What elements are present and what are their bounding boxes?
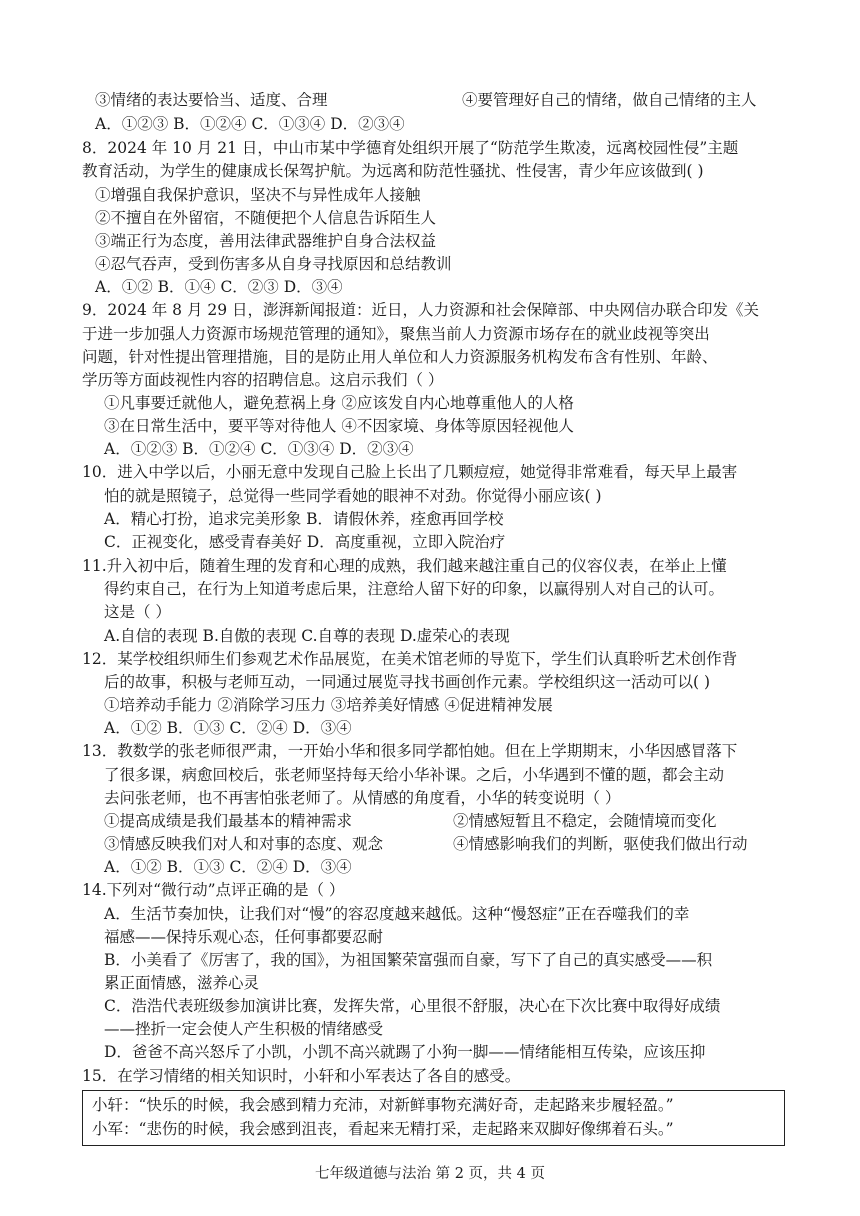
q12-stem-line-1: 12．某学校组织师生们参观艺术作品展览，在美术馆老师的导览下，学生们认真聆听艺术创作背 bbox=[82, 650, 738, 668]
q13-option-1: ①提高成绩是我们最基本的精神需求 bbox=[104, 812, 353, 830]
q10-stem-line-1: 10．进入中学以后，小丽无意中发现自己脸上长出了几颗痘痘，她觉得非常难看，每天早上最害 bbox=[82, 463, 738, 481]
q8-option-1: ①增强自我保护意识，坚决不与异性成年人接触 bbox=[95, 186, 421, 204]
q9-options-1-2: ①凡事要迁就他人，避免惹祸上身 ②应该发自内心地尊重他人的人格 bbox=[104, 394, 574, 412]
q8-stem-line-1: 8．2024 年 10 月 21 日，中山市某中学德育处组织开展了“防范学生欺凌，远离校园性侵”主题 bbox=[82, 139, 739, 157]
q15-quote-xiaoxuan: 小轩：“快乐的时候，我会感到精力充沛，对新鲜事物充满好奇，走起路来步履轻盈。” bbox=[92, 1096, 674, 1114]
q8-stem-line-2: 教育活动，为学生的健康成长保驾护航。为远离和防范性骚扰、性侵害，青少年应该做到( ) bbox=[82, 162, 704, 180]
q14-option-b-line-2: 累正面情感，滋养心灵 bbox=[104, 974, 260, 992]
q13-stem-line-3: 去问张老师，也不再害怕张老师了。从情感的角度看，小华的转变说明（ ） bbox=[104, 789, 621, 807]
q14-option-b-line-1: B．小美看了《厉害了，我的国》，为祖国繁荣富强而自豪，写下了自己的真实感受——积 bbox=[104, 951, 713, 969]
q8-option-4: ④忍气吞声，受到伤害多从自身寻找原因和总结教训 bbox=[95, 255, 452, 273]
q8-option-2: ②不擅自在外留宿，不随便把个人信息告诉陌生人 bbox=[95, 209, 437, 227]
q9-stem-line-2: 于进一步加强人力资源市场规范管理的通知》，聚焦当前人力资源市场存在的就业歧视等突出 bbox=[82, 325, 710, 343]
q12-options: ①培养动手能力 ②消除学习压力 ③培养美好情感 ④促进精神发展 bbox=[104, 696, 553, 714]
q9-choices: A．①②③ B．①②④ C．①③④ D．②③④ bbox=[104, 440, 414, 458]
q13-option-4: ④情感影响我们的判断，驱使我们做出行动 bbox=[453, 835, 748, 853]
q14-option-d: D．爸爸不高兴怒斥了小凯，小凯不高兴就踢了小狗一脚——情绪能相互传染，应该压抑 bbox=[104, 1043, 706, 1061]
q14-option-a-line-1: A．生活节奏加快，让我们对“慢”的容忍度越来越低。这种“慢怒症”正在吞噬我们的幸 bbox=[104, 905, 690, 923]
q13-option-2: ②情感短暂且不稳定，会随情境而变化 bbox=[453, 812, 717, 830]
q10-stem-line-2: 怕的就是照镜子，总觉得一些同学看她的眼神不对劲。你觉得小丽应该( ) bbox=[104, 487, 602, 505]
q14-option-a-line-2: 福感——保持乐观心态，任何事都要忍耐 bbox=[104, 928, 384, 946]
q14-option-c-line-1: C．浩浩代表班级参加演讲比赛，发挥失常，心里很不舒服，决心在下次比赛中取得好成绩 bbox=[104, 997, 721, 1015]
q10-options-a-b: A．精心打扮，追求完美形象 B．请假休养，痊愈再回学校 bbox=[104, 510, 504, 528]
q11-stem-line-3: 这是（ ） bbox=[104, 603, 171, 621]
q12-stem-line-2: 后的故事，积极与老师互动，一同通过展览寻找书画创作元素。学校组织这一活动可以( ) bbox=[104, 673, 711, 691]
q11-stem-line-1: 11.升入初中后，随着生理的发育和心理的成熟，我们越来越注重自己的仪容仪表，在举止上懂 bbox=[82, 557, 727, 575]
q11-choices: A.自信的表现 B.自傲的表现 C.自尊的表现 D.虚荣心的表现 bbox=[104, 627, 510, 645]
q14-stem: 14.下列对“微行动”点评正确的是（ ） bbox=[82, 881, 345, 899]
q9-options-3-4: ③在日常生活中，要平等对待他人 ④不因家境、身体等原因轻视他人 bbox=[104, 417, 574, 435]
q11-stem-line-2: 得约束自己，在行为上知道考虑后果，注意给人留下好的印象，以赢得别人对自己的认可。 bbox=[104, 580, 725, 598]
q13-stem-line-2: 了很多课，病愈回校后，张老师坚持每天给小华补课。之后，小华遇到不懂的题，都会主动 bbox=[104, 766, 725, 784]
q14-option-c-line-2: ——挫折一定会使人产生积极的情绪感受 bbox=[104, 1020, 384, 1038]
q13-stem-line-1: 13．教数学的张老师很严肃，一开始小华和很多同学都怕她。但在上学期期末，小华因感冒落下 bbox=[82, 742, 738, 760]
q10-options-c-d: C．正视变化，感受青春美好 D．高度重视，立即入院治疗 bbox=[104, 533, 506, 551]
q15-quote-xiaojun: 小军：“悲伤的时候，我会感到沮丧，看起来无精打采，走起路来双脚好像绑着石头。” bbox=[92, 1120, 674, 1138]
q15-stem: 15．在学习情绪的相关知识时，小轩和小军表达了各自的感受。 bbox=[82, 1067, 521, 1085]
q9-stem-line-1: 9．2024 年 8 月 29 日，澎湃新闻报道：近日，人力资源和社会保障部、中央网信办联合印发《关 bbox=[82, 301, 760, 319]
q8-option-3: ③端正行为态度，善用法律武器维护自身合法权益 bbox=[95, 232, 437, 250]
q8-choices: A．①② B．①④ C．②③ D．③④ bbox=[95, 278, 343, 296]
q7-option-3: ③情绪的表达要恰当、适度、合理 bbox=[95, 91, 328, 109]
q12-choices: A．①② B．①③ C．②④ D．③④ bbox=[104, 719, 352, 737]
q13-choices: A．①② B．①③ C．②④ D．③④ bbox=[104, 858, 352, 876]
q9-stem-line-3: 问题，针对性提出管理措施，目的是防止用人单位和人力资源服务机构发布含有性别、年龄、 bbox=[82, 348, 718, 366]
page-footer: 七年级道德与法治 第 2 页，共 4 页 bbox=[315, 1166, 545, 1182]
q13-option-3: ③情感反映我们对人和对事的态度、观念 bbox=[104, 835, 384, 853]
q7-option-4: ④要管理好自己的情绪，做自己情绪的主人 bbox=[462, 91, 757, 109]
q9-stem-line-4: 学历等方面歧视性内容的招聘信息。这启示我们（ ） bbox=[82, 371, 444, 389]
q7-choices: A．①②③ B．①②④ C．①③④ D．②③④ bbox=[95, 115, 405, 133]
